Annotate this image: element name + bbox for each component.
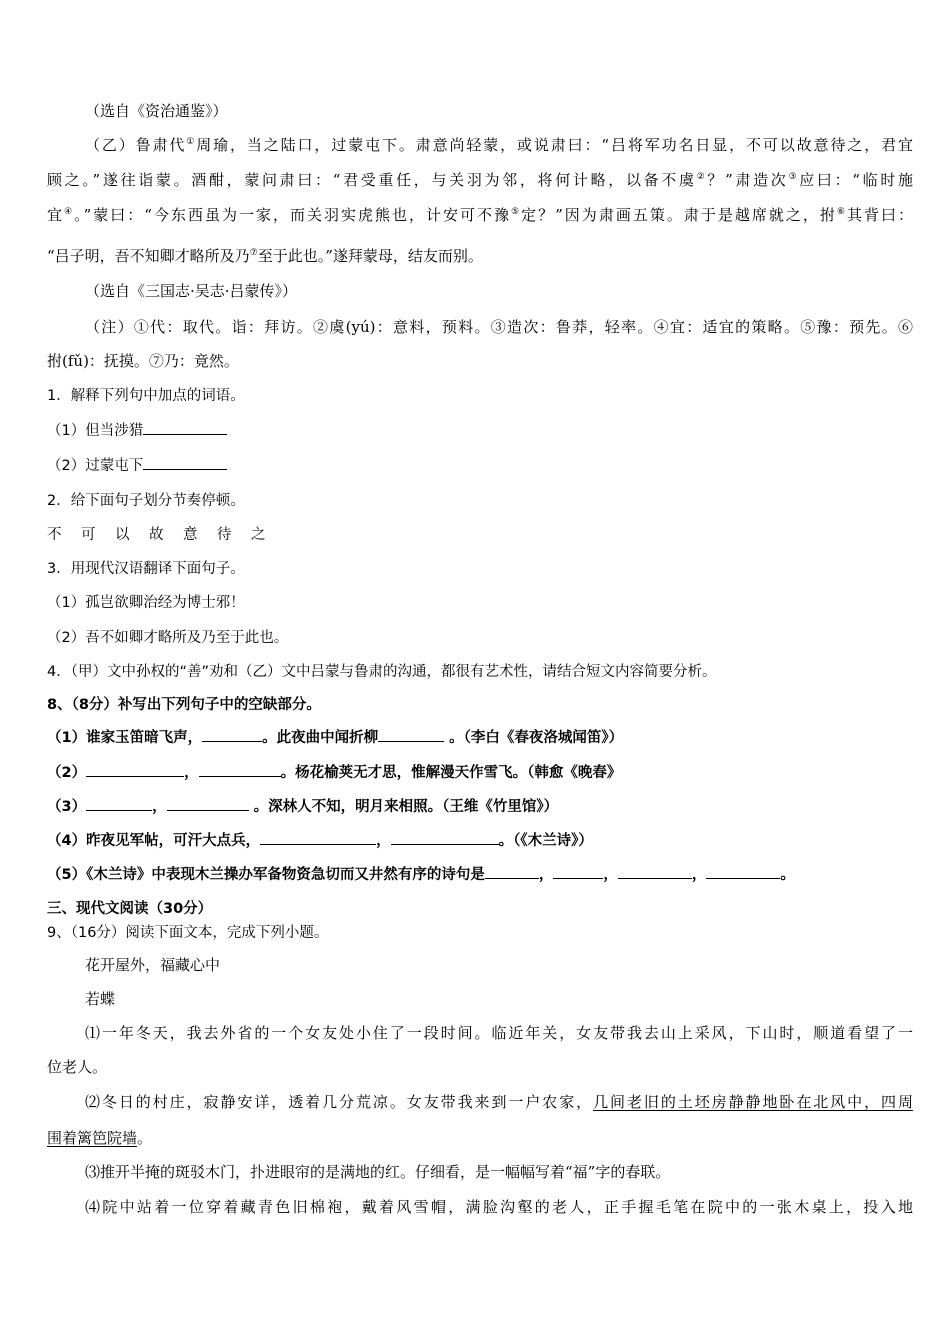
q1-item-2: （2）过蒙屯下	[47, 454, 913, 477]
answer-blank[interactable]	[199, 761, 281, 777]
q8-line-3: （3） ， 。深林人不知，明月来相照。（王维《竹里馆》）	[47, 795, 913, 818]
q8-line-4: （4）昨夜见军帖，可汗大点兵， ， 。（《木兰诗》）	[47, 829, 913, 852]
answer-blank[interactable]	[485, 863, 539, 879]
yi-passage-line-1: （乙）鲁肃代①周瑜，当之陆口，过蒙屯下。肃意尚轻蒙，或说肃曰：“吕将军功名日显，不可以故意待之，君宜	[85, 136, 913, 154]
q2-char: 不	[47, 527, 62, 543]
yi-passage-line-2: 顾之。”遂往诣蒙。酒酣，蒙问肃曰：“君受重任，与关羽为邻，将何计略，以备不虞②？”肃造次③应曰：“临时施	[47, 171, 913, 189]
answer-blank[interactable]	[86, 761, 184, 777]
answer-blank[interactable]	[706, 863, 780, 879]
section-3-title: 三、现代文阅读（30分）	[47, 901, 213, 917]
answer-blank[interactable]	[167, 795, 249, 811]
q8-line-5: （5）《木兰诗》中表现木兰操办军备物资急切而又井然有序的诗句是 ， ， ， 。	[47, 863, 913, 886]
source-yi: （选自《三国志·吴志·吕蒙传》）	[85, 282, 298, 300]
article-p2-line-2: 围着篱笆院墙。	[47, 1129, 153, 1147]
yi-passage-line-4: “吕子明，吾不知卿才略所及乃⑦至于此也。”遂拜蒙母，结友而别。	[47, 247, 483, 265]
answer-blank[interactable]	[202, 726, 262, 742]
q2-char: 之	[251, 527, 266, 543]
q8-line-2: （2） ， 。杨花榆荚无才思，惟解漫天作雪飞。（韩愈《晚春》	[47, 761, 913, 784]
q2-sentence	[47, 524, 913, 546]
answer-blank[interactable]	[143, 454, 227, 470]
article-title: 花开屋外，福藏心中	[85, 956, 221, 974]
q2-char: 以	[115, 527, 130, 543]
yi-passage-line-3: 宜④。”蒙曰：“今东西虽为一家，而关羽实虎熊也，计安可不豫⑤定？”因为肃画五策。肃于是越席就之，拊⑥其背曰：	[47, 206, 913, 224]
q1-item-1: （1）但当涉猎	[47, 419, 913, 442]
article-p1-line-2: 位老人。	[47, 1058, 108, 1076]
q2-title: 2．给下面句子划分节奏停顿。	[47, 493, 245, 509]
article-author: 若蝶	[85, 990, 116, 1008]
q1-title: 1．解释下列句中加点的词语。	[47, 388, 245, 404]
answer-blank[interactable]	[260, 829, 376, 845]
q3-item-2: （2）吾不如卿才略所及乃至于此也。	[47, 630, 289, 646]
answer-blank[interactable]	[378, 726, 444, 742]
article-p2-line-1: ⑵冬日的村庄，寂静安详，透着几分荒凉。女友带我来到一户农家，几间老旧的土坯房静静地卧在北风中，四周	[85, 1093, 913, 1111]
q2-char: 待	[217, 527, 232, 543]
q2-char: 可	[81, 527, 96, 543]
answer-blank[interactable]	[553, 863, 603, 879]
q2-char: 故	[149, 527, 164, 543]
q8-title: 8、（8分）补写出下列句子中的空缺部分。	[47, 697, 321, 713]
article-p4: ⑷院中站着一位穿着藏青色旧棉袍，戴着风雪帽，满脸沟壑的老人，正手握毛笔在院中的一张木桌上，投入地	[85, 1198, 913, 1216]
answer-blank[interactable]	[86, 795, 152, 811]
article-p1-line-1: ⑴一年冬天，我去外省的一个女友处小住了一段时间。临近年关，女友带我去山上采风，下山时，顺道看望了一	[85, 1024, 913, 1042]
answer-blank[interactable]	[143, 419, 227, 435]
q4: 4．（甲）文中孙权的“善”劝和（乙）文中吕蒙与鲁肃的沟通，都很有艺术性，请结合短文内容简要分析。	[47, 664, 717, 680]
q8-line-1: （1）谁家玉笛暗飞声， 。此夜曲中闻折柳 。（李白《春夜洛城闻笛》）	[47, 726, 913, 749]
notes-line-1: （注）①代：取代。诣：拜访。②虞(yú)：意料，预料。③造次：鲁莽，轻率。④宜：适宜的策略。⑤豫：预先。⑥	[85, 318, 913, 336]
q9-title: 9、（16分）阅读下面文本，完成下列小题。	[47, 925, 329, 941]
underlined-sentence: 围着篱笆院墙	[47, 1129, 138, 1147]
notes-line-2: 拊(fǔ)：抚摸。⑦乃：竟然。	[47, 352, 239, 370]
article-p3: ⑶推开半掩的斑驳木门，扑进眼帘的是满地的红。仔细看，是一幅幅写着“福”字的春联。	[85, 1163, 671, 1181]
q3-title: 3．用现代汉语翻译下面句子。	[47, 561, 245, 577]
answer-blank[interactable]	[391, 829, 499, 845]
q2-char: 意	[183, 527, 198, 543]
q3-item-1: （1）孤岂欲卿治经为博士邪！	[47, 595, 245, 611]
source-jia: （选自《资治通鉴》）	[85, 102, 228, 120]
answer-blank[interactable]	[618, 863, 692, 879]
underlined-sentence: 几间老旧的土坯房静静地卧在北风中，四周	[593, 1093, 913, 1111]
